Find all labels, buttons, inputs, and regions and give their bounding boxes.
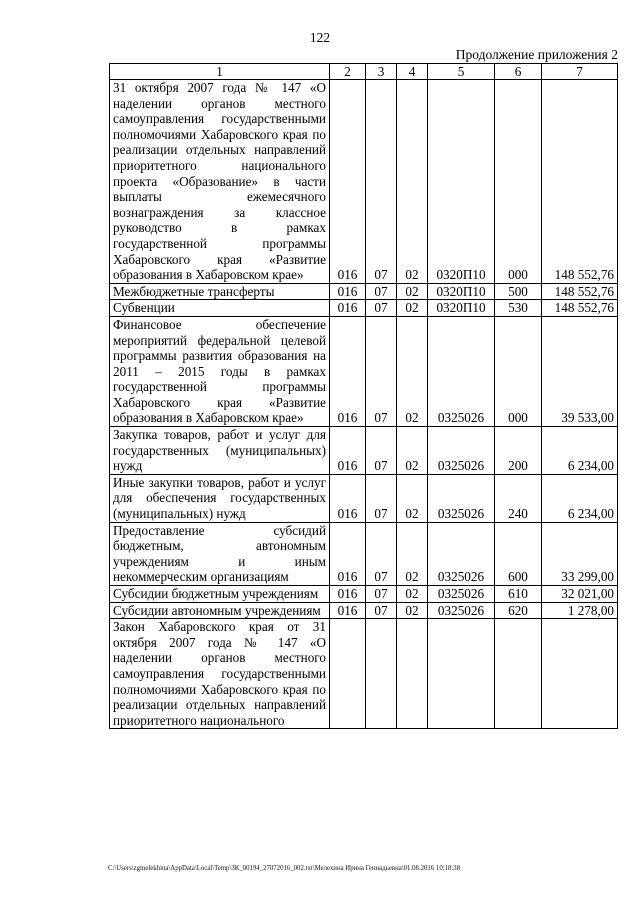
cell-admin-code <box>330 619 366 729</box>
cell-expense-type: 500 <box>495 283 542 300</box>
cell-amount: 33 299,00 <box>542 522 618 585</box>
continuation-label: Продолжение приложения 2 <box>455 47 618 62</box>
cell-section: 07 <box>366 300 397 317</box>
cell-expense-type <box>495 619 542 729</box>
row-name: Закупка товаров, работ и услуг для государственных (муниципальных) нужд <box>110 427 330 475</box>
cell-expense-type: 600 <box>495 522 542 585</box>
cell-subsection: 02 <box>397 522 428 585</box>
table-row <box>110 619 618 729</box>
cell-expense-type: 240 <box>495 474 542 522</box>
row-name: Межбюджетные трансферты <box>110 283 330 300</box>
cell-target-article: 0325026 <box>428 602 495 619</box>
table-row <box>110 474 618 522</box>
cell-amount <box>542 619 618 729</box>
column-header: 4 <box>397 64 428 80</box>
cell-target-article: 0325026 <box>428 522 495 585</box>
row-name: Финансовое обеспечение мероприятий федеральной целевой программы развития образования на 2011 – 2015 годы в рамках государственной программы Хабаровского края «Развитие образования в Хабаровском крае» <box>110 316 330 426</box>
cell-subsection: 02 <box>397 427 428 475</box>
table-row <box>110 283 618 300</box>
cell-expense-type: 530 <box>495 300 542 317</box>
cell-section: 07 <box>366 283 397 300</box>
cell-amount: 39 533,00 <box>542 316 618 426</box>
cell-admin-code: 016 <box>330 602 366 619</box>
cell-admin-code: 016 <box>330 80 366 284</box>
cell-amount: 6 234,00 <box>542 474 618 522</box>
cell-section <box>366 619 397 729</box>
column-header: 5 <box>428 64 495 80</box>
table-row <box>110 522 618 585</box>
cell-expense-type: 000 <box>495 80 542 284</box>
table-row <box>110 80 618 284</box>
cell-expense-type: 610 <box>495 586 542 603</box>
column-header: 3 <box>366 64 397 80</box>
cell-amount: 32 021,00 <box>542 586 618 603</box>
column-header: 6 <box>495 64 542 80</box>
cell-target-article: 0325026 <box>428 474 495 522</box>
cell-amount: 1 278,00 <box>542 602 618 619</box>
cell-target-article <box>428 619 495 729</box>
cell-subsection <box>397 619 428 729</box>
cell-subsection: 02 <box>397 586 428 603</box>
row-name: Субвенции <box>110 300 330 317</box>
cell-subsection: 02 <box>397 80 428 284</box>
budget-table <box>109 63 618 729</box>
cell-expense-type: 620 <box>495 602 542 619</box>
cell-admin-code: 016 <box>330 316 366 426</box>
cell-target-article: 0325026 <box>428 586 495 603</box>
cell-subsection: 02 <box>397 300 428 317</box>
row-name: Субсидии автономным учреждениям <box>110 602 330 619</box>
row-name: Предоставление субсидий бюджетным, автономным учреждениям и иным некоммерческим организациям <box>110 522 330 585</box>
cell-amount: 148 552,76 <box>542 80 618 284</box>
cell-subsection: 02 <box>397 602 428 619</box>
cell-section: 07 <box>366 602 397 619</box>
cell-amount: 6 234,00 <box>542 427 618 475</box>
table-row <box>110 316 618 426</box>
cell-amount: 148 552,76 <box>542 283 618 300</box>
cell-section: 07 <box>366 80 397 284</box>
row-name: Иные закупки товаров, работ и услуг для обеспечения государственных (муниципальных) нужд <box>110 474 330 522</box>
cell-section: 07 <box>366 316 397 426</box>
row-name: Закон Хабаровского края от 31 октября 2007 года № 147 «О наделении органов местного самоуправления государственными полномочиями Хабаровского края по реализации отдельных направлений приоритетного национального <box>110 619 330 729</box>
cell-target-article: 0320П10 <box>428 283 495 300</box>
column-header: 7 <box>542 64 618 80</box>
cell-admin-code: 016 <box>330 427 366 475</box>
cell-target-article: 0325026 <box>428 427 495 475</box>
table-header-row <box>110 64 618 80</box>
cell-section: 07 <box>366 474 397 522</box>
cell-section: 07 <box>366 427 397 475</box>
cell-target-article: 0325026 <box>428 316 495 426</box>
column-header: 2 <box>330 64 366 80</box>
cell-section: 07 <box>366 586 397 603</box>
cell-admin-code: 016 <box>330 474 366 522</box>
cell-section: 07 <box>366 522 397 585</box>
cell-subsection: 02 <box>397 316 428 426</box>
table-row <box>110 427 618 475</box>
page-number: 122 <box>309 30 331 45</box>
cell-admin-code: 016 <box>330 300 366 317</box>
table-row <box>110 300 618 317</box>
row-name: Субсидии бюджетным учреждениям <box>110 586 330 603</box>
file-path-footer: C:\Users\zgmelekhina\AppData\Local\Temp\ЗК_00194_27072016_002.txt\Мелехина Ирина Геннадьевна\01.08.2016 10:18:38 <box>108 865 461 872</box>
cell-admin-code: 016 <box>330 522 366 585</box>
cell-expense-type: 000 <box>495 316 542 426</box>
table-row <box>110 586 618 603</box>
cell-target-article: 0320П10 <box>428 80 495 284</box>
cell-admin-code: 016 <box>330 586 366 603</box>
cell-subsection: 02 <box>397 283 428 300</box>
cell-amount: 148 552,76 <box>542 300 618 317</box>
table-row <box>110 602 618 619</box>
cell-expense-type: 200 <box>495 427 542 475</box>
column-header: 1 <box>110 64 330 80</box>
cell-subsection: 02 <box>397 474 428 522</box>
row-name: 31 октября 2007 года № 147 «О наделении органов местного самоуправления государственными полномочиями Хабаровского края по реализации отдельных направлений приоритетного национального проекта «Образование» в части выплаты ежемесячного вознаграждения за классное руководство в рамках государственной программы Хабаровского края «Развитие образования в Хабаровском крае» <box>110 80 330 284</box>
cell-admin-code: 016 <box>330 283 366 300</box>
cell-target-article: 0320П10 <box>428 300 495 317</box>
